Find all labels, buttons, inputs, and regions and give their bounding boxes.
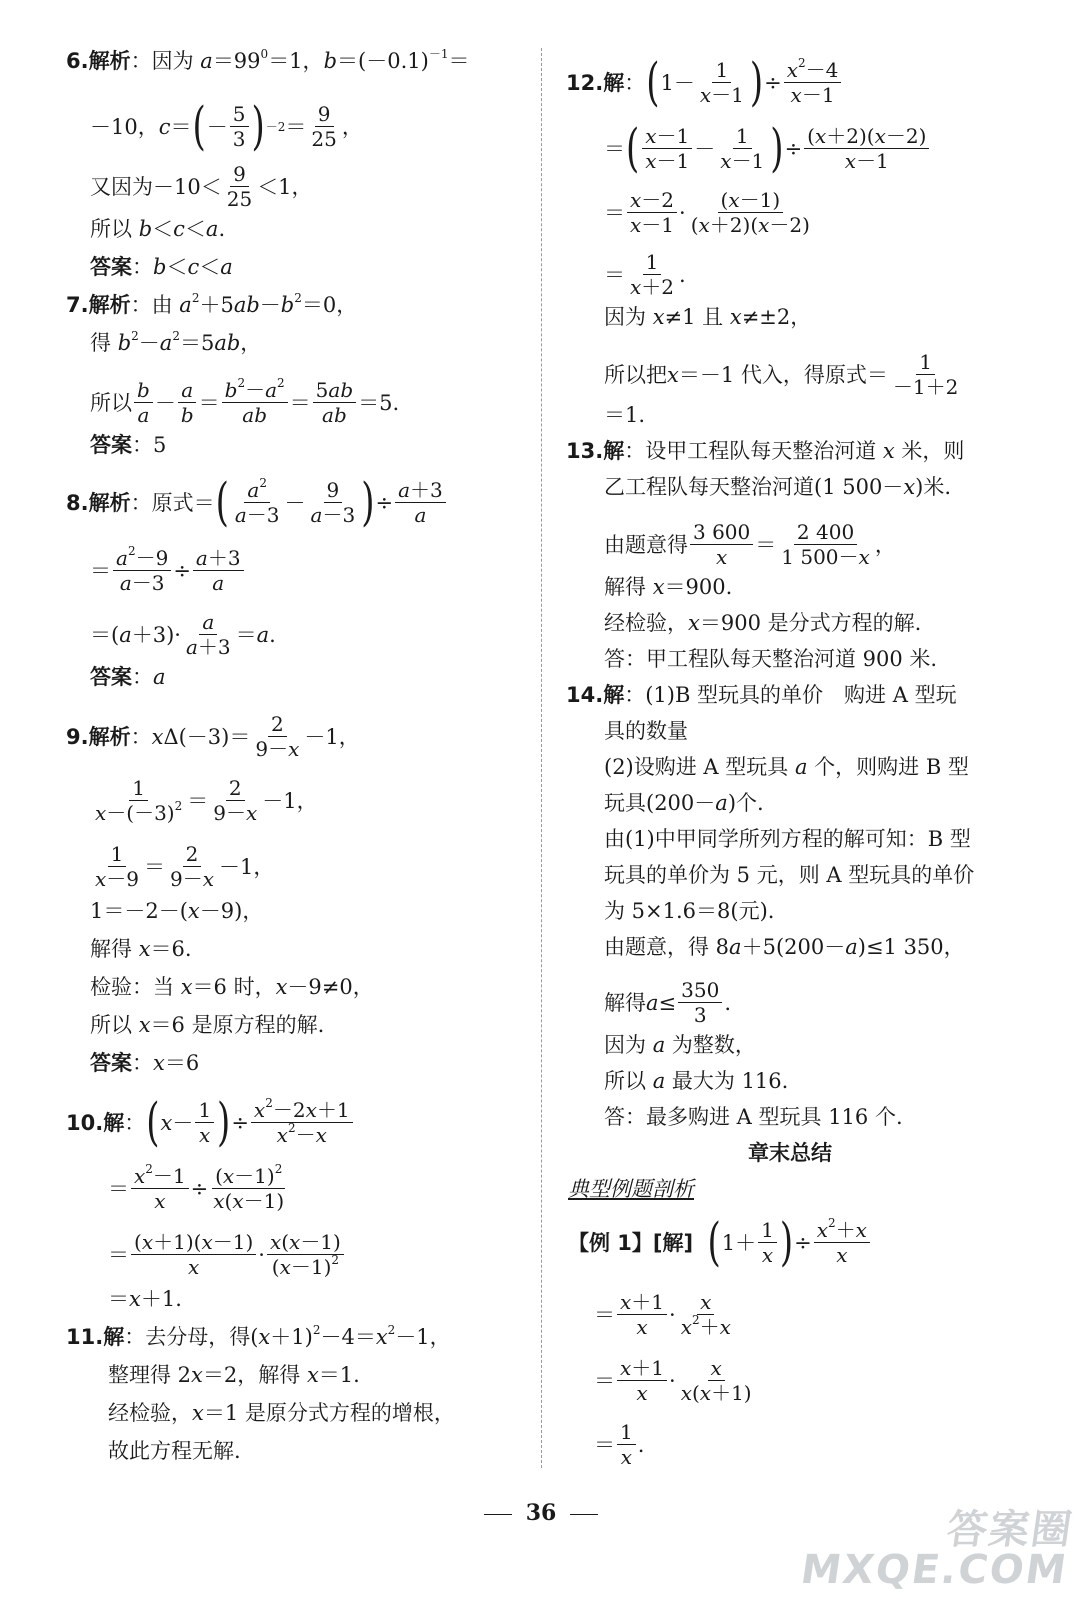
q9-line5: 解得 x＝6.: [90, 937, 192, 961]
q12-line2: ＝ ( x－1 x－1 － 1 x－1 ) ÷ (x＋2)(x－2) x－1: [604, 124, 931, 173]
divider: [541, 48, 542, 1468]
example1-line3: ＝ x＋1 x · x x(x＋1): [594, 1356, 752, 1405]
q14-line2: 具的数量: [604, 719, 688, 743]
q6-line4: 所以 b＜c＜a.: [90, 217, 226, 241]
q14-line8: 由题意，得 8a＋5(200－a)≤1 350，: [604, 935, 965, 959]
q7-line2: 得 $b^2-a^2=5ab$，: [90, 329, 262, 355]
q12-line4: ＝ 1 x＋2 .: [604, 250, 686, 299]
q10-line4: ＝x＋1.: [108, 1287, 182, 1311]
watermark-logo: 答案圈 MXQE.COM: [797, 1507, 1077, 1593]
q9-line1: 9.解析 ： x Δ(－3)＝ 2 9－x －1，: [66, 712, 360, 761]
q13-line4: 解得 x＝900.: [604, 575, 733, 599]
q8-answer: 答案：a: [90, 665, 166, 689]
q10-line2: ＝ $x^2-1$ x ÷ $(x-1)^2$ x(x－1): [108, 1162, 285, 1213]
q14-line6: 玩具的单价为 5 元，则 A 型玩具的单价: [604, 863, 975, 887]
q13-line3: 由题意得 3 600 x ＝ 2 400 1 500－x ，: [604, 520, 896, 569]
q10-line1: 10.解 ： ( x － 1 x ) ÷ $x^2-2x+1$ $x^2-x$: [66, 1098, 355, 1147]
example-analysis-subheading: 典型例题剖析: [568, 1177, 694, 1201]
example1-line4: ＝ 1 x .: [594, 1420, 645, 1469]
q8-line2: ＝ $a^2-9$ a－3 ÷ a＋3 a: [90, 546, 246, 595]
q14-line7: 为 5×1.6＝8(元).: [604, 899, 775, 923]
q8-line1: 8.解析 ：原式＝ ( $a^2$ a－3 － 9 a－3 ) ÷ a＋3 a: [66, 478, 448, 527]
chapter-summary-heading: 章末总结: [748, 1141, 832, 1165]
q11-line3: 经检验，x＝1 是原分式方程的增根，: [108, 1401, 455, 1425]
q11-line1: 11.解：去分母，得$(x+1)^2-4=x^2-1$，: [66, 1323, 451, 1349]
q9-line2: 1 $x-(-3)^2$ ＝ 2 9－x －1，: [95, 776, 318, 825]
q9-line7: 所以 x＝6 是原方程的解.: [90, 1013, 325, 1037]
q7-line1: 7.解析：由 $a^2+5ab-b^2=0$，: [66, 291, 358, 317]
q12-line5: 因为 x≠1 且 x≠±2，: [604, 305, 812, 329]
q14-line9: 解得 a ≤ 350 3 .: [604, 978, 732, 1027]
q12-line3: ＝ x－2 x－1 · (x－1) (x＋2)(x－2): [604, 188, 810, 237]
q12-line7: ＝1.: [604, 403, 646, 427]
example1-line2: ＝ x＋1 x · x $x^2+x$: [594, 1290, 731, 1339]
q12-line6: 所以把 x ＝－1 代入，得原式＝ 1 －1＋2: [604, 350, 959, 399]
q13-line2: 乙工程队每天整治河道(1 500－x)米.: [604, 475, 952, 499]
q14-line1: 14.解：(1)B 型玩具的单价 购进 A 型玩: [566, 683, 957, 707]
q9-line6: 检验：当 x＝6 时，x－9≠0，: [90, 975, 374, 999]
q6-line1: 6.解析：因为 $a=99^0=1$，$b=(-0.1)^{-1}=$: [66, 47, 470, 73]
q12-line1: 12.解 ： ( 1－ 1 x－1 ) ÷ $x^2-4$ x－1: [566, 58, 843, 107]
q8-line3: ＝( a ＋3)· a a＋3 ＝ a .: [90, 610, 276, 659]
q9-line4: 1＝－2－(x－9)，: [90, 899, 264, 923]
q14-line5: 由(1)中甲同学所列方程的解可知：B 型: [604, 827, 971, 851]
q13-line6: 答：甲工程队每天整治河道 900 米.: [604, 647, 938, 671]
q14-line12: 答：最多购进 A 型玩具 116 个.: [604, 1105, 903, 1129]
example1-line1: 【例 1】[解] ( 1＋ 1 x ) ÷ $x^2+x$ x: [568, 1218, 872, 1267]
q11-line4: 故此方程无解.: [108, 1439, 241, 1463]
q10-line3: ＝ (x＋1)(x－1) x · x(x－1) $(x-1)^2$: [108, 1230, 346, 1279]
q9-answer: 答案：x＝6: [90, 1051, 200, 1075]
q9-line3: 1 x－9 ＝ 2 9－x －1，: [95, 842, 275, 891]
q7-answer: 答案：5: [90, 433, 167, 457]
q13-line5: 经检验，x＝900 是分式方程的解.: [604, 611, 922, 635]
q6-line3: 又因为－10＜ 9 25 ＜1，: [90, 162, 313, 211]
page-number: 36: [0, 1500, 1082, 1526]
q6-answer: 答案：b＜c＜a: [90, 255, 233, 279]
q14-line11: 所以 a 最大为 116.: [604, 1069, 789, 1093]
q6-line2: －10， c ＝ ( － 5 3 ) －2 ＝ 9 25 ，: [90, 96, 363, 157]
q14-line3: (2)设购进 A 型玩具 a 个，则购进 B 型: [604, 755, 969, 779]
q11-line2: 整理得 2x＝2，解得 x＝1.: [108, 1363, 360, 1387]
q14-line4: 玩具(200－a)个.: [604, 791, 764, 815]
q14-line10: 因为 a 为整数，: [604, 1033, 756, 1057]
q7-line3: 所以 b a － a b ＝ $b^2-a^2$ ab ＝ 5ab ab ＝5.: [90, 376, 400, 427]
q13-line1: 13.解：设甲工程队每天整治河道 x 米，则: [566, 439, 965, 463]
